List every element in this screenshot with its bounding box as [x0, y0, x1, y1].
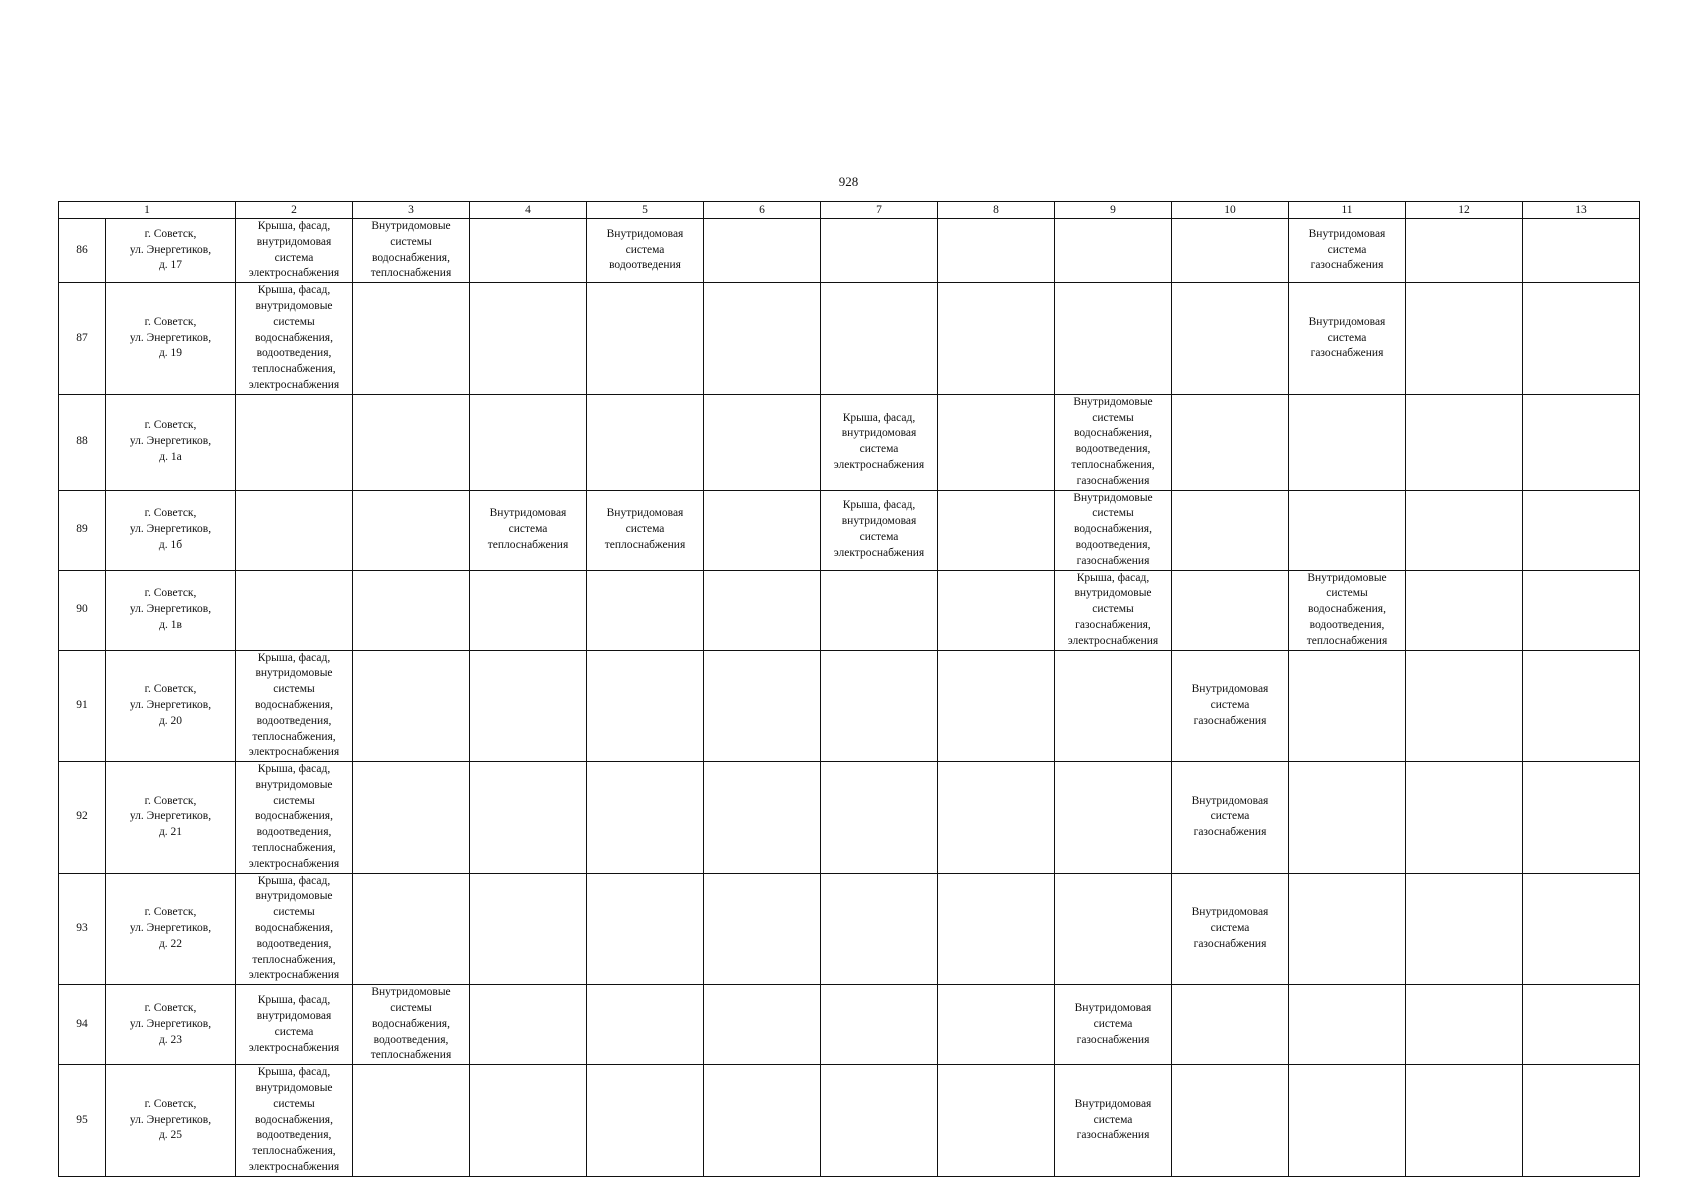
address-text: г. Советск, ул. Энергетиков, д. 1а	[129, 419, 212, 464]
work-cell-col-9	[938, 283, 1055, 395]
work-cell-col-13	[1406, 490, 1523, 570]
address-text: г. Советск, ул. Энергетиков, д. 1б	[129, 507, 212, 551]
work-description: Внутридомовая система газоснабжения	[1191, 906, 1269, 950]
work-cell-col-13	[1406, 650, 1523, 762]
work-cell-col-10	[1055, 394, 1172, 490]
address-text: г. Советск, ул. Энергетиков, д. 17	[129, 227, 212, 272]
address-cell	[106, 762, 236, 874]
page-number: 928	[838, 174, 859, 189]
work-cell-col-6	[587, 1065, 704, 1177]
row-number: 87	[76, 331, 88, 344]
work-description: Внутридомовая система газоснабжения	[1074, 1097, 1152, 1142]
table-row	[59, 873, 1640, 985]
work-cell-col-6	[587, 873, 704, 985]
work-cell-col-8	[821, 490, 938, 570]
work-cell-col-7	[704, 985, 821, 1065]
row-number-cell	[59, 570, 106, 650]
work-cell-col-14	[1523, 219, 1640, 283]
row-number: 88	[76, 435, 88, 448]
work-cell-col-3	[236, 570, 353, 650]
work-cell-col-11	[1172, 219, 1289, 283]
column-header-13: 13	[1523, 202, 1640, 219]
work-cell-col-11	[1172, 394, 1289, 490]
table-row	[59, 283, 1640, 395]
row-number: 93	[76, 922, 88, 935]
work-cell-col-3	[236, 1065, 353, 1177]
row-number: 89	[76, 523, 88, 536]
work-cell-col-4	[353, 219, 470, 283]
work-cell-col-8	[821, 762, 938, 874]
row-number: 91	[76, 698, 88, 711]
address-text: г. Советск, ул. Энергетиков, д. 21	[129, 794, 212, 839]
work-cell-col-10	[1055, 219, 1172, 283]
work-cell-col-10	[1055, 283, 1172, 395]
work-cell-col-10	[1055, 873, 1172, 985]
work-cell-col-11	[1172, 1065, 1289, 1177]
work-cell-col-8	[821, 650, 938, 762]
work-cell-col-11	[1172, 873, 1289, 985]
row-number-cell	[59, 490, 106, 570]
work-cell-col-6	[587, 219, 704, 283]
work-cell-col-11	[1172, 283, 1289, 395]
work-cell-col-13	[1406, 873, 1523, 985]
address-text: г. Советск, ул. Энергетиков, д. 1в	[129, 587, 212, 631]
work-cell-col-11	[1172, 985, 1289, 1065]
work-description: Внутридомовая система водоотведения	[606, 227, 684, 272]
work-cell-col-9	[938, 490, 1055, 570]
work-description: Крыша, фасад, внутридомовая система электроснабжения	[248, 220, 340, 280]
work-cell-col-12	[1289, 762, 1406, 874]
work-cell-col-5	[470, 873, 587, 985]
work-cell-col-12	[1289, 219, 1406, 283]
work-cell-col-7	[704, 219, 821, 283]
column-header-8: 8	[938, 202, 1055, 219]
table-row	[59, 762, 1640, 874]
column-header-12: 12	[1406, 202, 1523, 219]
work-cell-col-3	[236, 394, 353, 490]
work-description: Крыша, фасад, внутридомовая система электроснабжения	[248, 994, 340, 1054]
row-number: 95	[76, 1113, 88, 1126]
column-header-5: 5	[587, 202, 704, 219]
address-cell	[106, 1065, 236, 1177]
work-cell-col-9	[938, 1065, 1055, 1177]
work-cell-col-9	[938, 650, 1055, 762]
work-cell-col-3	[236, 873, 353, 985]
repair-schedule-table	[58, 201, 1640, 1177]
work-cell-col-11	[1172, 762, 1289, 874]
work-cell-col-9	[938, 873, 1055, 985]
column-header-6: 6	[704, 202, 821, 219]
row-number-cell	[59, 1065, 106, 1177]
work-cell-col-3	[236, 985, 353, 1065]
address-cell	[106, 394, 236, 490]
work-description: Внутридомовая система газоснабжения	[1308, 315, 1386, 360]
work-cell-col-3	[236, 650, 353, 762]
work-cell-col-7	[704, 283, 821, 395]
work-cell-col-4	[353, 762, 470, 874]
work-cell-col-13	[1406, 570, 1523, 650]
table-row	[59, 570, 1640, 650]
row-number: 90	[76, 603, 88, 616]
work-description: Крыша, фасад, внутридомовая система электроснабжения	[833, 411, 925, 471]
table-row	[59, 1065, 1640, 1177]
work-cell-col-14	[1523, 283, 1640, 395]
work-cell-col-5	[470, 394, 587, 490]
work-cell-col-14	[1523, 762, 1640, 874]
table-row	[59, 219, 1640, 283]
work-cell-col-14	[1523, 394, 1640, 490]
address-text: г. Советск, ул. Энергетиков, д. 19	[129, 315, 212, 360]
work-cell-col-9	[938, 219, 1055, 283]
address-text: г. Советск, ул. Энергетиков, д. 20	[129, 683, 212, 727]
work-description: Крыша, фасад, внутридомовая система электроснабжения	[833, 499, 925, 559]
work-cell-col-7	[704, 490, 821, 570]
work-cell-col-6	[587, 283, 704, 395]
work-cell-col-12	[1289, 1065, 1406, 1177]
work-cell-col-10	[1055, 490, 1172, 570]
work-cell-col-12	[1289, 570, 1406, 650]
work-cell-col-11	[1172, 490, 1289, 570]
work-cell-col-5	[470, 985, 587, 1065]
row-number-cell	[59, 394, 106, 490]
work-cell-col-8	[821, 219, 938, 283]
column-header-7: 7	[821, 202, 938, 219]
work-cell-col-4	[353, 985, 470, 1065]
work-cell-col-6	[587, 762, 704, 874]
column-header-4: 4	[470, 202, 587, 219]
work-cell-col-6	[587, 985, 704, 1065]
work-cell-col-13	[1406, 1065, 1523, 1177]
column-header-3: 3	[353, 202, 470, 219]
work-description: Крыша, фасад, внутридомовые системы водоснабжения, водоотведения, теплоснабжения, электроснабжения	[248, 763, 340, 870]
table-row	[59, 394, 1640, 490]
work-description: Внутридомовая система газоснабжения	[1191, 794, 1269, 839]
work-cell-col-4	[353, 650, 470, 762]
work-cell-col-13	[1406, 762, 1523, 874]
work-description: Крыша, фасад, внутридомовые системы газоснабжения, электроснабжения	[1067, 571, 1159, 647]
work-cell-col-14	[1523, 1065, 1640, 1177]
work-cell-col-3	[236, 283, 353, 395]
table-body	[59, 202, 1640, 1177]
work-cell-col-9	[938, 570, 1055, 650]
address-cell	[106, 650, 236, 762]
work-cell-col-8	[821, 985, 938, 1065]
column-header-9: 9	[1055, 202, 1172, 219]
table-row	[59, 985, 1640, 1065]
row-number-cell	[59, 283, 106, 395]
work-cell-col-4	[353, 283, 470, 395]
work-cell-col-4	[353, 490, 470, 570]
work-cell-col-6	[587, 490, 704, 570]
table-row	[59, 650, 1640, 762]
work-description: Внутридомовые системы водоснабжения, теплоснабжения	[370, 220, 452, 280]
work-cell-col-8	[821, 394, 938, 490]
work-cell-col-12	[1289, 873, 1406, 985]
work-cell-col-4	[353, 570, 470, 650]
work-cell-col-3	[236, 762, 353, 874]
work-cell-col-5	[470, 219, 587, 283]
address-cell	[106, 985, 236, 1065]
work-description: Внутридомовые системы водоснабжения, водоотведения, газоснабжения	[1073, 491, 1153, 567]
column-number-header-row	[59, 202, 1640, 219]
work-cell-col-5	[470, 570, 587, 650]
work-cell-col-8	[821, 873, 938, 985]
work-description: Внутридомовая система газоснабжения	[1074, 1002, 1152, 1046]
row-number-cell	[59, 219, 106, 283]
work-cell-col-8	[821, 570, 938, 650]
work-description: Внутридомовая система теплоснабжения	[604, 507, 686, 551]
work-cell-col-14	[1523, 570, 1640, 650]
address-cell	[106, 873, 236, 985]
work-cell-col-10	[1055, 570, 1172, 650]
work-cell-col-8	[821, 1065, 938, 1177]
row-number-cell	[59, 762, 106, 874]
work-cell-col-13	[1406, 219, 1523, 283]
work-cell-col-7	[704, 762, 821, 874]
work-cell-col-10	[1055, 762, 1172, 874]
work-cell-col-6	[587, 394, 704, 490]
work-cell-col-8	[821, 283, 938, 395]
work-cell-col-11	[1172, 650, 1289, 762]
work-cell-col-13	[1406, 283, 1523, 395]
work-description: Внутридомовые системы водоснабжения, водоотведения, теплоснабжения, газоснабжения	[1071, 395, 1155, 487]
work-cell-col-5	[470, 762, 587, 874]
work-cell-col-12	[1289, 394, 1406, 490]
work-description: Крыша, фасад, внутридомовые системы водоснабжения, водоотведения, теплоснабжения, электроснабжения	[248, 874, 340, 982]
work-cell-col-10	[1055, 1065, 1172, 1177]
work-cell-col-7	[704, 1065, 821, 1177]
column-header-2: 2	[236, 202, 353, 219]
row-number: 94	[76, 1017, 88, 1030]
work-cell-col-9	[938, 762, 1055, 874]
work-cell-col-14	[1523, 490, 1640, 570]
work-cell-col-12	[1289, 283, 1406, 395]
work-cell-col-7	[704, 570, 821, 650]
row-number: 86	[76, 243, 88, 256]
work-description: Крыша, фасад, внутридомовые системы водоснабжения, водоотведения, теплоснабжения, электроснабжения	[248, 1066, 340, 1174]
work-cell-col-11	[1172, 570, 1289, 650]
work-description: Крыша, фасад, внутридомовые системы водоснабжения, водоотведения, теплоснабжения, электроснабжения	[248, 284, 340, 391]
work-cell-col-4	[353, 1065, 470, 1177]
work-cell-col-9	[938, 394, 1055, 490]
work-description: Внутридомовые системы водоснабжения, водоотведения, теплоснабжения	[1306, 571, 1388, 647]
work-description: Крыша, фасад, внутридомовые системы водоснабжения, водоотведения, теплоснабжения, электроснабжения	[248, 651, 340, 759]
work-description: Внутридомовые системы водоснабжения, водоотведения, теплоснабжения	[370, 986, 452, 1062]
work-description: Внутридомовая система газоснабжения	[1308, 227, 1386, 272]
column-header-11: 11	[1289, 202, 1406, 219]
work-cell-col-4	[353, 873, 470, 985]
work-cell-col-3	[236, 490, 353, 570]
work-cell-col-13	[1406, 394, 1523, 490]
row-number-cell	[59, 650, 106, 762]
row-number: 92	[76, 810, 88, 823]
work-cell-col-4	[353, 394, 470, 490]
work-cell-col-12	[1289, 650, 1406, 762]
work-cell-col-5	[470, 650, 587, 762]
work-cell-col-9	[938, 985, 1055, 1065]
work-cell-col-5	[470, 1065, 587, 1177]
address-text: г. Советск, ул. Энергетиков, д. 22	[129, 906, 212, 950]
work-cell-col-13	[1406, 985, 1523, 1065]
work-cell-col-14	[1523, 985, 1640, 1065]
address-text: г. Советск, ул. Энергетиков, д. 25	[129, 1097, 212, 1142]
work-description: Внутридомовая система газоснабжения	[1191, 683, 1269, 727]
work-cell-col-12	[1289, 985, 1406, 1065]
work-cell-col-6	[587, 650, 704, 762]
work-cell-col-6	[587, 570, 704, 650]
work-cell-col-7	[704, 394, 821, 490]
work-description: Внутридомовая система теплоснабжения	[487, 507, 569, 551]
address-cell	[106, 219, 236, 283]
work-cell-col-7	[704, 873, 821, 985]
work-cell-col-10	[1055, 985, 1172, 1065]
work-cell-col-5	[470, 490, 587, 570]
work-cell-col-5	[470, 283, 587, 395]
address-cell	[106, 570, 236, 650]
table-row	[59, 490, 1640, 570]
work-cell-col-7	[704, 650, 821, 762]
row-number-cell	[59, 873, 106, 985]
column-header-1: 1	[59, 202, 236, 219]
column-header-10: 10	[1172, 202, 1289, 219]
row-number-cell	[59, 985, 106, 1065]
work-cell-col-10	[1055, 650, 1172, 762]
work-cell-col-3	[236, 219, 353, 283]
work-cell-col-14	[1523, 650, 1640, 762]
address-cell	[106, 283, 236, 395]
work-cell-col-14	[1523, 873, 1640, 985]
work-cell-col-12	[1289, 490, 1406, 570]
address-cell	[106, 490, 236, 570]
address-text: г. Советск, ул. Энергетиков, д. 23	[129, 1002, 212, 1046]
